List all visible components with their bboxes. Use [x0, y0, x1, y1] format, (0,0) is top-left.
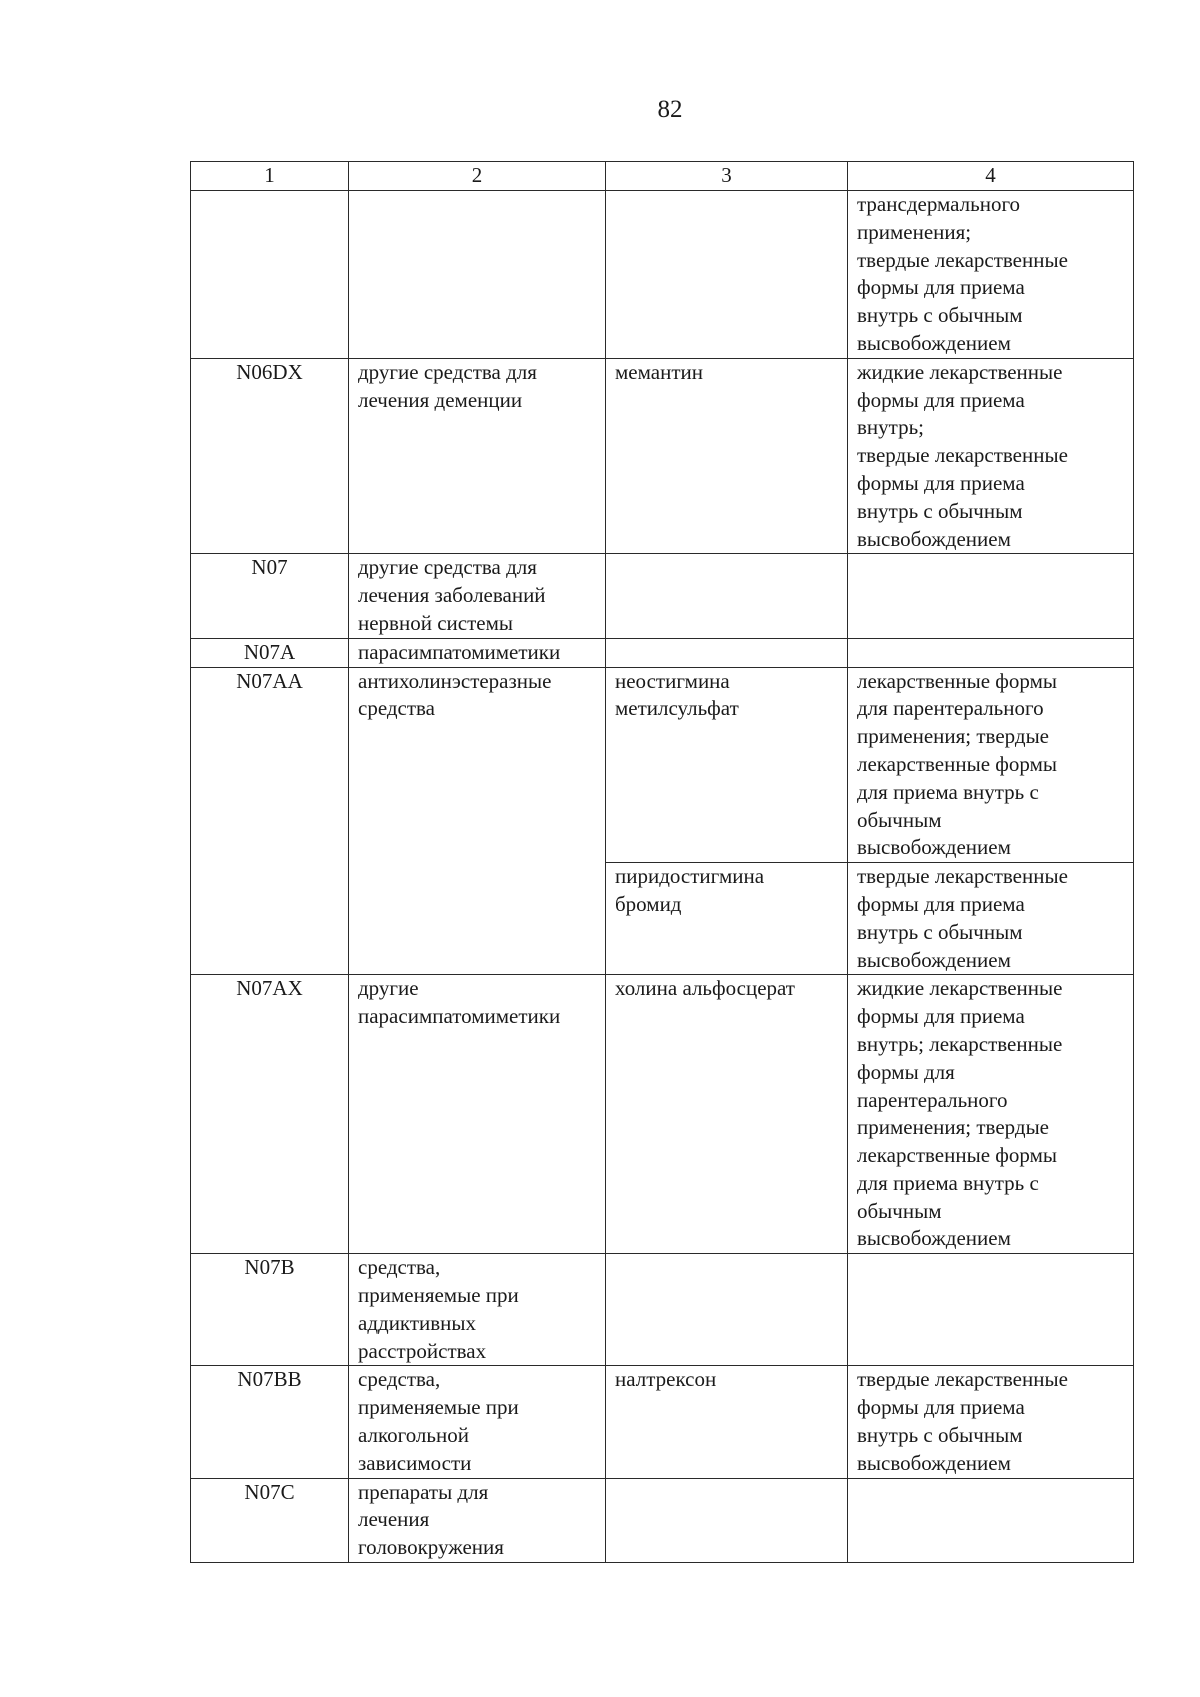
- drug-cell: неостигмина метилсульфат: [606, 667, 848, 863]
- table-row: [191, 1254, 1134, 1366]
- page-number: 82: [657, 96, 683, 123]
- forms-cell: [848, 1478, 1134, 1562]
- table-row: [191, 554, 1134, 638]
- forms-cell: твердые лекарственные формы для приема внутрь с обычным высвобождением: [848, 1366, 1134, 1478]
- group-cell: другие средства для лечения заболеваний нервной системы: [349, 554, 606, 638]
- drug-cell: налтрексон: [606, 1366, 848, 1478]
- column-header-2: 2: [349, 162, 606, 191]
- drug-cell: [606, 554, 848, 638]
- forms-cell: жидкие лекарственные формы для приема внутрь; лекарственные формы для парентерального применения; твердые лекарственные формы для приема внутрь с обычным высвобождением: [848, 975, 1134, 1254]
- table-row-continuation: [191, 191, 1134, 359]
- group-cell: парасимпатомиметики: [349, 638, 606, 667]
- code-cell: N07AA: [191, 667, 349, 975]
- column-header-1: 1: [191, 162, 349, 191]
- group-cell: другие парасимпатомиметики: [349, 975, 606, 1254]
- group-cell: другие средства для лечения деменции: [349, 358, 606, 554]
- group-cell: средства, применяемые при аддиктивных расстройствах: [349, 1254, 606, 1366]
- table-row: [191, 1366, 1134, 1478]
- code-cell: N07A: [191, 638, 349, 667]
- table-row: [191, 638, 1134, 667]
- table-row: [191, 667, 1134, 863]
- column-header-4: 4: [848, 162, 1134, 191]
- group-cell: [349, 191, 606, 359]
- forms-cell: [848, 638, 1134, 667]
- code-cell: N07: [191, 554, 349, 638]
- group-cell: антихолинэстеразные средства: [349, 667, 606, 975]
- group-cell: средства, применяемые при алкогольной зависимости: [349, 1366, 606, 1478]
- drug-cell: холина альфосцерат: [606, 975, 848, 1254]
- code-cell: N07AX: [191, 975, 349, 1254]
- forms-cell: лекарственные формы для парентерального применения; твердые лекарственные формы для приема внутрь с обычным высвобождением: [848, 667, 1134, 863]
- code-cell: [191, 191, 349, 359]
- forms-cell: твердые лекарственные формы для приема внутрь с обычным высвобождением: [848, 863, 1134, 975]
- code-cell: N06DX: [191, 358, 349, 554]
- drug-cell: [606, 638, 848, 667]
- forms-cell: [848, 554, 1134, 638]
- drug-cell: [606, 1254, 848, 1366]
- code-cell: N07BB: [191, 1366, 349, 1478]
- drug-cell: мемантин: [606, 358, 848, 554]
- table-header-row: [191, 162, 1134, 191]
- table-row: [191, 358, 1134, 554]
- table-row: [191, 975, 1134, 1254]
- drug-cell: [606, 191, 848, 359]
- table-row: [191, 1478, 1134, 1562]
- column-header-3: 3: [606, 162, 848, 191]
- code-cell: N07C: [191, 1478, 349, 1562]
- group-cell: препараты для лечения головокружения: [349, 1478, 606, 1562]
- drug-cell: пиридостигмина бромид: [606, 863, 848, 975]
- drug-cell: [606, 1478, 848, 1562]
- drug-table: [190, 161, 1134, 1563]
- forms-cell: трансдермального применения; твердые лекарственные формы для приема внутрь с обычным высвобождением: [848, 191, 1134, 359]
- forms-cell: [848, 1254, 1134, 1366]
- code-cell: N07B: [191, 1254, 349, 1366]
- forms-cell: жидкие лекарственные формы для приема внутрь; твердые лекарственные формы для приема внутрь с обычным высвобождением: [848, 358, 1134, 554]
